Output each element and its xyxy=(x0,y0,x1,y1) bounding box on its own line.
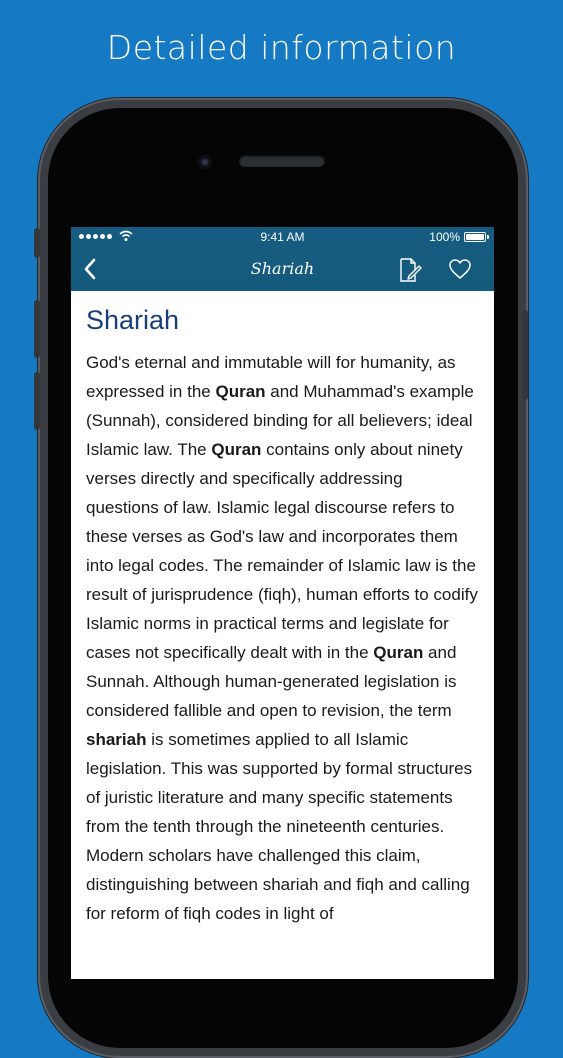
status-time: 9:41 AM xyxy=(260,230,305,244)
bold-term: Quran xyxy=(215,382,266,401)
app-screen xyxy=(71,227,494,979)
status-bar xyxy=(71,227,494,247)
mute-switch xyxy=(34,228,40,258)
volume-down-button xyxy=(34,372,40,430)
battery-indicator xyxy=(429,230,486,244)
heart-icon[interactable] xyxy=(448,258,472,280)
article-body xyxy=(86,348,479,928)
power-button xyxy=(522,310,528,400)
nav-title: Shariah xyxy=(250,259,315,278)
edit-note-icon[interactable] xyxy=(398,257,422,283)
article-text-segment: and Muhammad's example (Sunnah), considered binding for all believers; ideal Islamic law. The xyxy=(86,382,474,459)
battery-icon xyxy=(464,232,486,242)
bold-term: Quran xyxy=(211,440,262,459)
promo-headline: Detailed information xyxy=(106,28,457,67)
battery-percent: 100% xyxy=(429,230,460,244)
article-text-segment: contains only about ninety verses directly and specifically addressing questions of law. Islamic legal discourse refers to these verses as God's law and incorporates them into legal codes. The remainder of Islamic law is the result of jurisprudence (fiqh), human efforts to codify Islamic norms in practical terms and legislate for cases not specifically dealt with in the xyxy=(86,440,478,662)
battery-cap xyxy=(487,235,489,239)
battery-fill xyxy=(466,234,484,240)
volume-up-button xyxy=(34,300,40,358)
bold-term: shariah xyxy=(86,730,147,749)
article-content xyxy=(71,291,494,928)
front-camera xyxy=(198,155,212,169)
earpiece-speaker xyxy=(239,155,325,167)
article-text-segment: God's eternal and immutable will for humanity, as expressed in the xyxy=(86,353,456,401)
article-text-segment: is sometimes applied to all Islamic legislation. This was supported by formal structures of juristic literature and many specific statements from the tenth through the nineteenth centuries. Modern scholars have challenged this claim, distinguishing between shariah and fiqh and calling for reform of fiqh codes in light of xyxy=(86,730,473,923)
nav-bar xyxy=(71,247,494,291)
article-title: Shariah xyxy=(86,305,180,335)
bold-term: Quran xyxy=(373,643,424,662)
article-text-segment: and Sunnah. Although human-generated legislation is considered fallible and open to revision, the term xyxy=(86,643,457,720)
